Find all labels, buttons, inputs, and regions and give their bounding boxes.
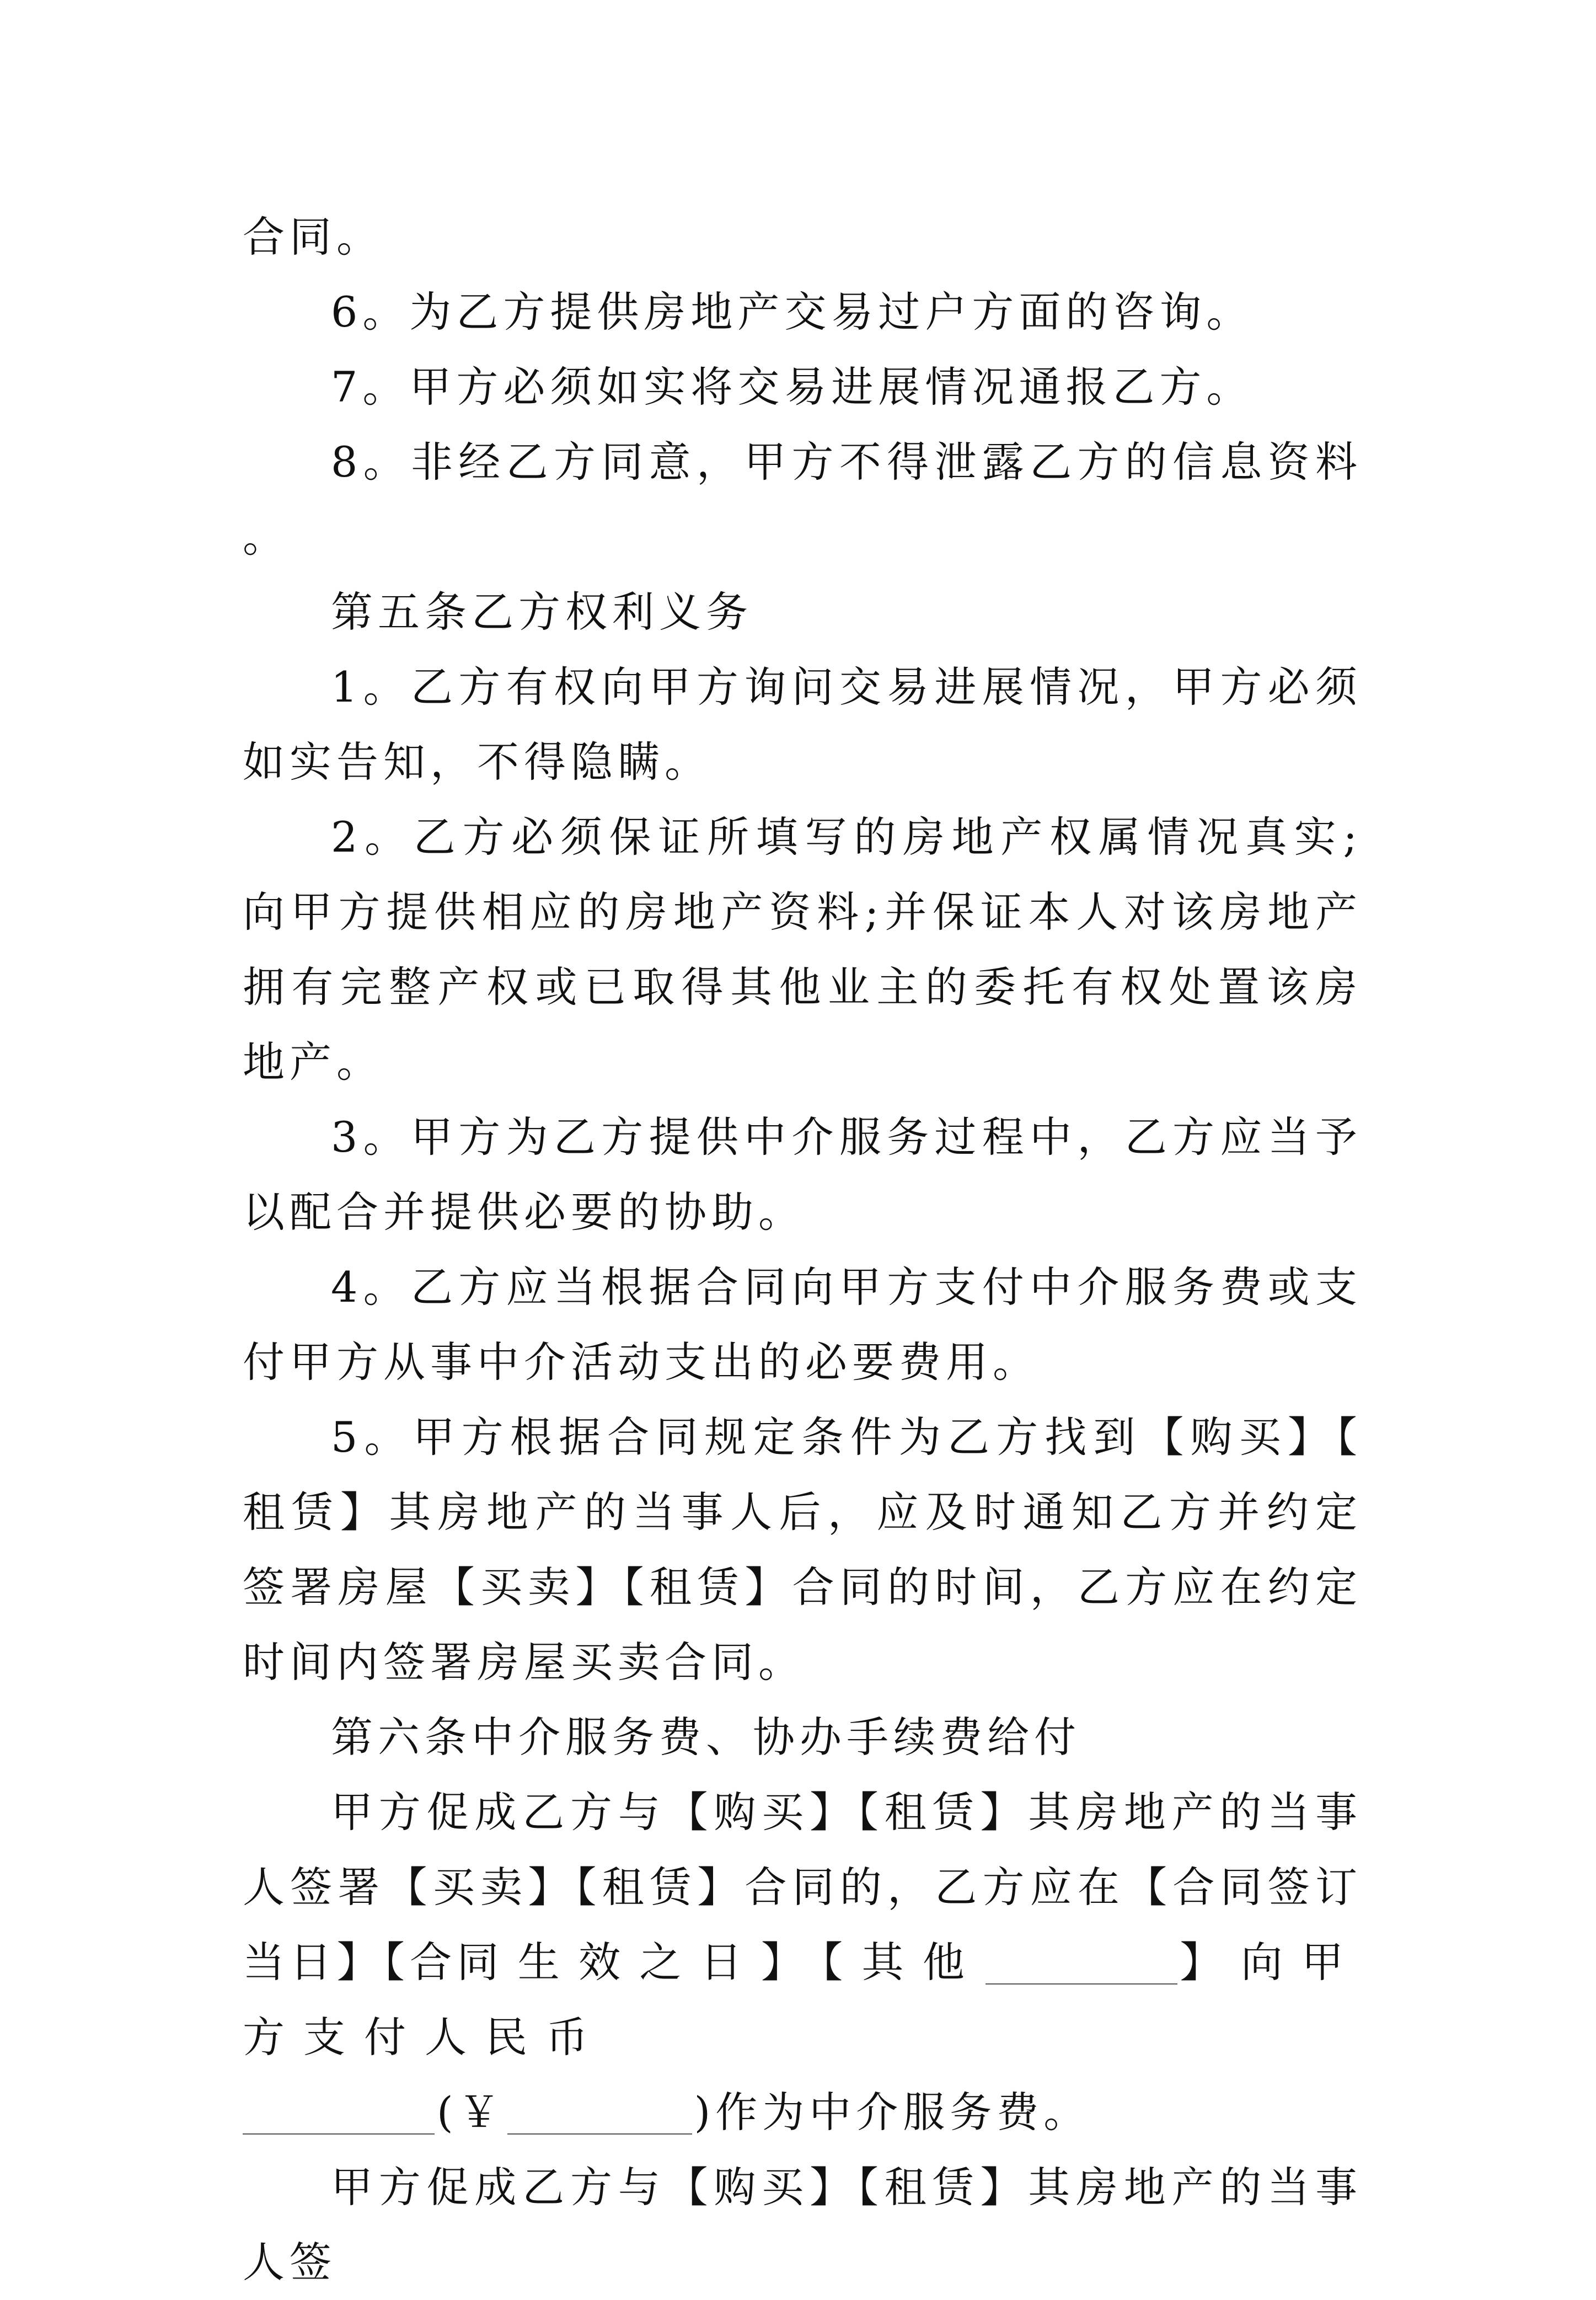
fee-clause-text-1: 甲方促成乙方与【购买】【租赁】其房地产的当事人签署【买卖】【租赁】合同的，乙方应在【合同签订当日】【合 xyxy=(243,1788,1362,1987)
paragraph-item-7: 7。甲方必须如实将交易进展情况通报乙方。 xyxy=(331,362,1254,411)
document-body xyxy=(243,200,1362,2300)
paragraph-continuation: 合同。 xyxy=(243,212,383,261)
paragraph-article5-item-1: 1。乙方有权向甲方询问交易进展情况，甲方必须如实告知，不得隐瞒。 xyxy=(243,662,1362,787)
paragraph-article5-item-5: 5。甲方根据合同规定条件为乙方找到【购买】【租赁】其房地产的当事人后，应及时通知乙方并约定签署房屋【买卖】【租赁】合同的时间，乙方应在约定时间内签署房屋买卖合同。 xyxy=(243,1413,1362,1687)
paragraph-article5-item-3: 3。甲方为乙方提供中介服务过程中，乙方应当予以配合并提供必要的协助。 xyxy=(243,1112,1362,1237)
paragraph-last: 甲方促成乙方与【购买】【租赁】其房地产的当事人签 xyxy=(243,2163,1362,2287)
blank-amount-words xyxy=(243,2092,435,2135)
fee-clause-text-4: (￥ xyxy=(437,2088,505,2137)
fee-clause-text-3: 】向甲方支付人民币 xyxy=(243,1938,1363,2062)
blank-amount-figures xyxy=(507,2092,692,2135)
blank-other-date xyxy=(986,1941,1177,1985)
paragraph-article5-item-2: 2。乙方必须保证所填写的房地产权属情况真实;向甲方提供相应的房地产资料;并保证本人对该房地产拥有完整产权或已取得其他业主的委托有权处置该房地产。 xyxy=(243,812,1362,1087)
article-5-heading: 第五条乙方权利义务 xyxy=(331,587,753,636)
paragraph-item-6: 6。为乙方提供房地产交易过户方面的咨询。 xyxy=(331,287,1254,336)
paragraph-item-8: 8。非经乙方同意，甲方不得泄露乙方的信息资料。 xyxy=(243,437,1362,561)
fee-clause-text-5: )作为中介服务费。 xyxy=(694,2088,1091,2137)
fee-clause-text-2: 同生效之日】【其他 xyxy=(457,1938,984,1987)
article-6-heading: 第六条中介服务费、协办手续费给付 xyxy=(331,1713,1081,1762)
paragraph-article5-item-4: 4。乙方应当根据合同向甲方支付中介服务费或支付甲方从事中介活动支出的必要费用。 xyxy=(243,1263,1362,1387)
fee-clause-paragraph xyxy=(243,1775,1362,2150)
